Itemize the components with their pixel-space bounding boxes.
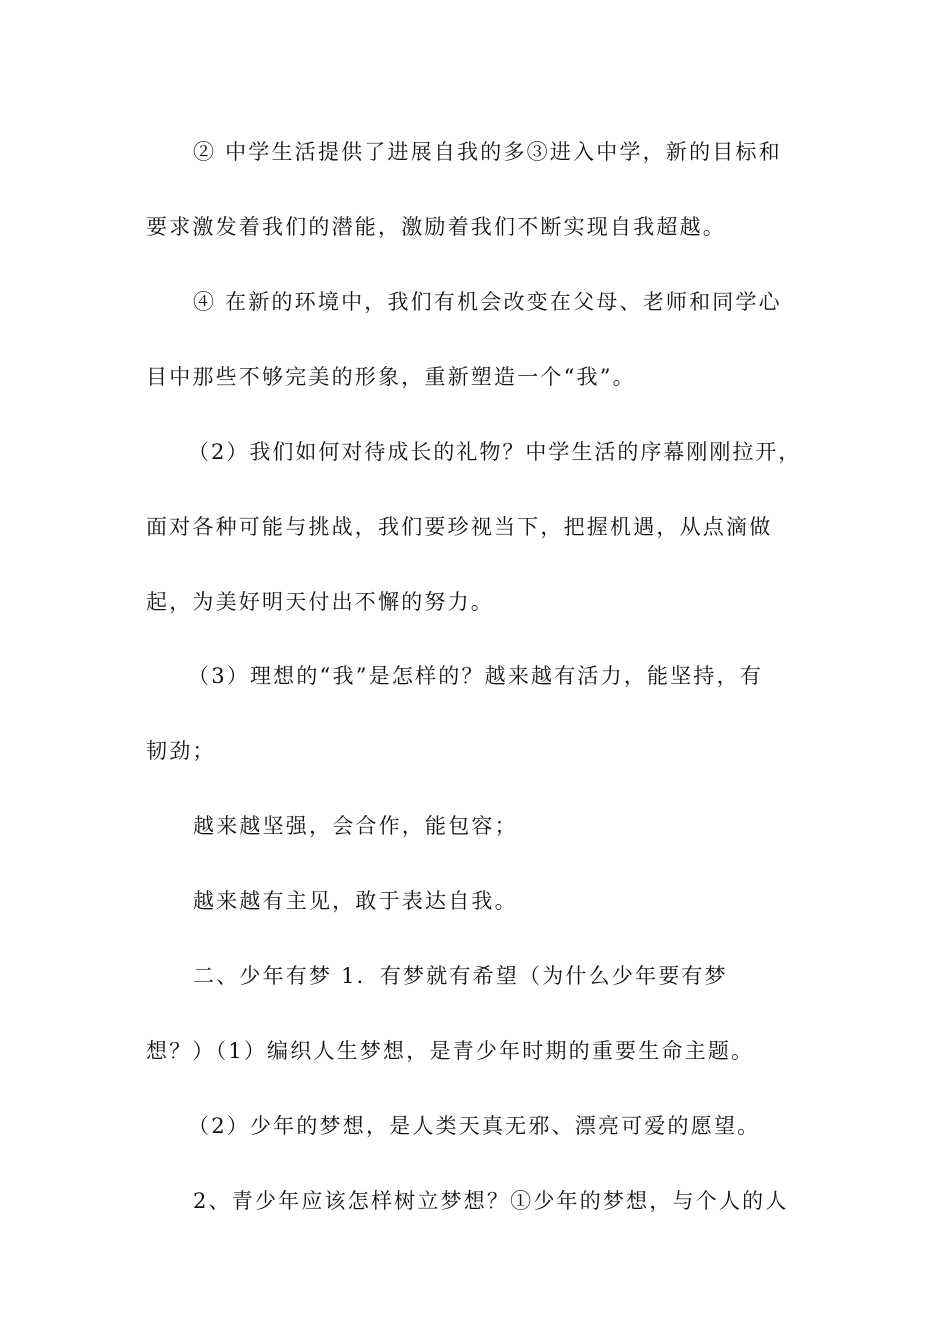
text-line-6: 面对各种可能与挑战，我们要珍视当下，把握机遇，从点滴做 (146, 515, 773, 539)
text-line-8: （3）理想的“我”是怎样的？越来越有活力，能坚持，有 (188, 664, 764, 688)
text-line-4: 目中那些不够完美的形象，重新塑造一个“我”。 (146, 365, 636, 389)
text-line-7: 起，为美好明天付出不懈的努力。 (146, 590, 494, 614)
text-line-12: 二、少年有梦 1．有梦就有希望（为什么少年要有梦 (193, 964, 728, 988)
text-line-15: 2、青少年应该怎样树立梦想？①少年的梦想，与个人的人 (193, 1189, 789, 1213)
text-line-2: 要求激发着我们的潜能，激励着我们不断实现自我超越。 (146, 215, 726, 239)
text-line-5: （2）我们如何对待成长的礼物？中学生活的序幕刚刚拉开， (188, 440, 802, 464)
text-line-9: 韧劲； (146, 739, 216, 763)
text-line-14: （2）少年的梦想，是人类天真无邪、漂亮可爱的愿望。 (188, 1114, 761, 1138)
text-line-13: 想？）（1）编织人生梦想，是青少年时期的重要生命主题。 (146, 1039, 755, 1063)
text-line-1: ② 中学生活提供了进展自我的多③进入中学，新的目标和 (193, 140, 782, 164)
text-line-3: ④ 在新的环境中，我们有机会改变在父母、老师和同学心 (193, 290, 782, 314)
text-line-11: 越来越有主见，敢于表达自我。 (193, 889, 518, 913)
text-line-10: 越来越坚强，会合作，能包容； (193, 814, 518, 838)
